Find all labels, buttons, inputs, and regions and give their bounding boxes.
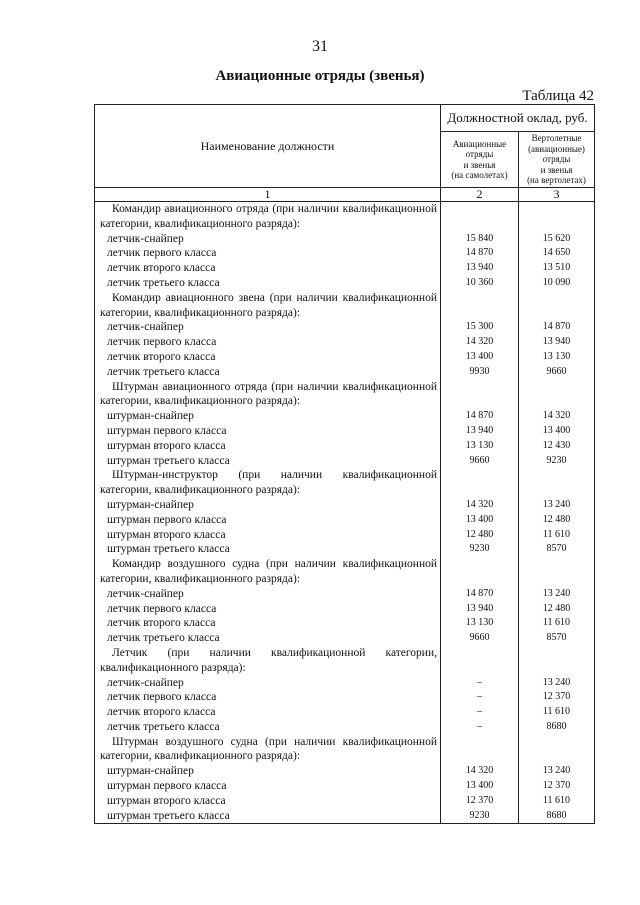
column-number: 2: [441, 188, 519, 202]
empty-cell: [519, 202, 595, 232]
position-name: летчик первого класса: [95, 690, 441, 705]
table-row: [95, 690, 595, 705]
position-name: штурман третьего класса: [95, 454, 441, 469]
position-name: летчик второго класса: [95, 350, 441, 365]
table-body: [95, 202, 595, 824]
position-name: летчик третьего класса: [95, 631, 441, 646]
position-name: летчик-снайпер: [95, 320, 441, 335]
empty-cell: [441, 291, 519, 321]
empty-cell: [519, 468, 595, 498]
salary-airplanes: 15 300: [441, 320, 519, 335]
salary-airplanes: 13 130: [441, 439, 519, 454]
salary-helicopters: 12 370: [519, 779, 595, 794]
position-name: летчик второго класса: [95, 261, 441, 276]
salary-table: [94, 104, 595, 824]
salary-helicopters: 12 370: [519, 690, 595, 705]
empty-cell: [441, 557, 519, 587]
table-row: [95, 350, 595, 365]
table-row: [95, 365, 595, 380]
position-name: летчик третьего класса: [95, 720, 441, 735]
column-number-row: [95, 188, 595, 202]
empty-cell: [441, 380, 519, 410]
header-col-helicopters: [519, 132, 595, 188]
group-title: Штурман-инструктор (при наличии квалификационной категории, квалификационного разряда):: [95, 468, 441, 498]
salary-helicopters: 11 610: [519, 528, 595, 543]
salary-helicopters: 13 130: [519, 350, 595, 365]
salary-airplanes: 13 400: [441, 513, 519, 528]
group-title: Командир авиационного отряда (при наличии квалификационной категории, квалификационного разряда):: [95, 202, 441, 232]
header-salary: Должностной оклад, руб.: [441, 105, 595, 132]
position-name: штурман третьего класса: [95, 542, 441, 557]
salary-helicopters: 13 240: [519, 764, 595, 779]
table-row: [95, 424, 595, 439]
table-row: [95, 720, 595, 735]
header-position-name: Наименование должности: [95, 105, 441, 188]
group-header-row: [95, 468, 595, 498]
header-col3-line: (авиационные): [528, 143, 585, 154]
table-row: [95, 809, 595, 824]
empty-cell: [519, 735, 595, 765]
salary-helicopters: 10 090: [519, 276, 595, 291]
empty-cell: [441, 735, 519, 765]
table-row: [95, 320, 595, 335]
position-name: штурман второго класса: [95, 439, 441, 454]
table-row: [95, 513, 595, 528]
salary-airplanes: 13 400: [441, 779, 519, 794]
table-row: [95, 232, 595, 247]
table-row: [95, 409, 595, 424]
salary-airplanes: –: [441, 690, 519, 705]
column-number: 1: [95, 188, 441, 202]
header-col-airplanes: [441, 132, 519, 188]
header-col2-line: и звенья: [463, 159, 496, 170]
salary-airplanes: 13 940: [441, 261, 519, 276]
salary-helicopters: 12 430: [519, 439, 595, 454]
position-name: штурман первого класса: [95, 424, 441, 439]
salary-helicopters: 12 480: [519, 513, 595, 528]
salary-airplanes: 14 320: [441, 764, 519, 779]
position-name: штурман третьего класса: [95, 809, 441, 824]
table-row: [95, 705, 595, 720]
table-row: [95, 631, 595, 646]
header-col3-line: и звенья: [540, 164, 573, 175]
salary-helicopters: 13 940: [519, 335, 595, 350]
position-name: штурман-снайпер: [95, 764, 441, 779]
position-name: летчик-снайпер: [95, 587, 441, 602]
header-col3-line: (на вертолетах): [527, 175, 586, 186]
empty-cell: [519, 380, 595, 410]
table-row: [95, 794, 595, 809]
salary-airplanes: 13 400: [441, 350, 519, 365]
salary-airplanes: 12 370: [441, 794, 519, 809]
header-col3-line: отряды: [542, 154, 571, 165]
position-name: летчик-снайпер: [95, 676, 441, 691]
salary-helicopters: 11 610: [519, 616, 595, 631]
header-col2-line: отряды: [465, 149, 494, 159]
position-name: штурман-снайпер: [95, 409, 441, 424]
group-header-row: [95, 646, 595, 676]
group-header-row: [95, 202, 595, 232]
group-title: Штурман воздушного судна (при наличии квалификационной категории, квалификационного разряда):: [95, 735, 441, 765]
header-col2-line: Авиационные: [452, 138, 507, 149]
table-row: [95, 587, 595, 602]
empty-cell: [441, 202, 519, 232]
salary-airplanes: 14 320: [441, 498, 519, 513]
table-row: [95, 764, 595, 779]
salary-airplanes: –: [441, 720, 519, 735]
table-row: [95, 528, 595, 543]
table-row: [95, 439, 595, 454]
position-name: штурман второго класса: [95, 528, 441, 543]
salary-airplanes: 14 870: [441, 587, 519, 602]
salary-helicopters: 14 870: [519, 320, 595, 335]
position-name: штурман первого класса: [95, 779, 441, 794]
position-name: летчик первого класса: [95, 246, 441, 261]
salary-helicopters: 8570: [519, 631, 595, 646]
page-number: 31: [312, 38, 328, 55]
salary-helicopters: 13 400: [519, 424, 595, 439]
group-title: Штурман авиационного отряда (при наличии квалификационной категории, квалификационного разряда):: [95, 380, 441, 410]
empty-cell: [441, 646, 519, 676]
table-row: [95, 335, 595, 350]
salary-helicopters: 11 610: [519, 705, 595, 720]
table-row: [95, 261, 595, 276]
table-row: [95, 542, 595, 557]
salary-airplanes: 14 870: [441, 409, 519, 424]
table-row: [95, 602, 595, 617]
salary-helicopters: 13 510: [519, 261, 595, 276]
salary-airplanes: 13 940: [441, 602, 519, 617]
group-title: Командир авиационного звена (при наличии квалификационной категории, квалификационного разряда):: [95, 291, 441, 321]
position-name: летчик первого класса: [95, 335, 441, 350]
position-name: летчик третьего класса: [95, 365, 441, 380]
column-number: 3: [519, 188, 595, 202]
salary-airplanes: 15 840: [441, 232, 519, 247]
empty-cell: [519, 557, 595, 587]
salary-helicopters: 13 240: [519, 676, 595, 691]
document-title: Авиационные отряды (звенья): [215, 68, 425, 84]
position-name: штурман первого класса: [95, 513, 441, 528]
salary-helicopters: 8680: [519, 809, 595, 824]
position-name: летчик-снайпер: [95, 232, 441, 247]
position-name: летчик третьего класса: [95, 276, 441, 291]
salary-helicopters: 13 240: [519, 587, 595, 602]
group-header-row: [95, 735, 595, 765]
position-name: летчик второго класса: [95, 616, 441, 631]
salary-airplanes: 13 130: [441, 616, 519, 631]
salary-airplanes: 9930: [441, 365, 519, 380]
salary-airplanes: 12 480: [441, 528, 519, 543]
salary-helicopters: 15 620: [519, 232, 595, 247]
position-name: летчик второго класса: [95, 705, 441, 720]
salary-helicopters: 14 320: [519, 409, 595, 424]
salary-helicopters: 8570: [519, 542, 595, 557]
salary-airplanes: 9660: [441, 631, 519, 646]
salary-helicopters: 12 480: [519, 602, 595, 617]
salary-helicopters: 13 240: [519, 498, 595, 513]
group-title: Летчик (при наличии квалификационной категории, квалификационного разряда):: [95, 646, 441, 676]
empty-cell: [519, 646, 595, 676]
group-title: Командир воздушного судна (при наличии квалификационной категории, квалификационного разряда):: [95, 557, 441, 587]
salary-airplanes: 9230: [441, 542, 519, 557]
table-row: [95, 454, 595, 469]
salary-airplanes: 9660: [441, 454, 519, 469]
table-row: [95, 676, 595, 691]
empty-cell: [519, 291, 595, 321]
salary-helicopters: 9230: [519, 454, 595, 469]
table-header: [95, 105, 595, 202]
salary-airplanes: 9230: [441, 809, 519, 824]
salary-airplanes: –: [441, 676, 519, 691]
salary-airplanes: 10 360: [441, 276, 519, 291]
group-header-row: [95, 557, 595, 587]
table-row: [95, 616, 595, 631]
group-header-row: [95, 291, 595, 321]
table-row: [95, 276, 595, 291]
table-row: [95, 498, 595, 513]
position-name: штурман-снайпер: [95, 498, 441, 513]
salary-airplanes: 14 870: [441, 246, 519, 261]
salary-airplanes: 14 320: [441, 335, 519, 350]
position-name: штурман второго класса: [95, 794, 441, 809]
table-label: Таблица 42: [522, 88, 594, 104]
table-row: [95, 779, 595, 794]
salary-helicopters: 8680: [519, 720, 595, 735]
salary-airplanes: 13 940: [441, 424, 519, 439]
salary-helicopters: 11 610: [519, 794, 595, 809]
header-col3-line: Вертолетные: [531, 133, 582, 144]
salary-airplanes: –: [441, 705, 519, 720]
table-row: [95, 246, 595, 261]
group-header-row: [95, 380, 595, 410]
salary-helicopters: 14 650: [519, 246, 595, 261]
salary-table-container: [94, 104, 594, 824]
header-col2-line: (на самолетах): [451, 170, 508, 180]
salary-helicopters: 9660: [519, 365, 595, 380]
position-name: летчик первого класса: [95, 602, 441, 617]
empty-cell: [441, 468, 519, 498]
